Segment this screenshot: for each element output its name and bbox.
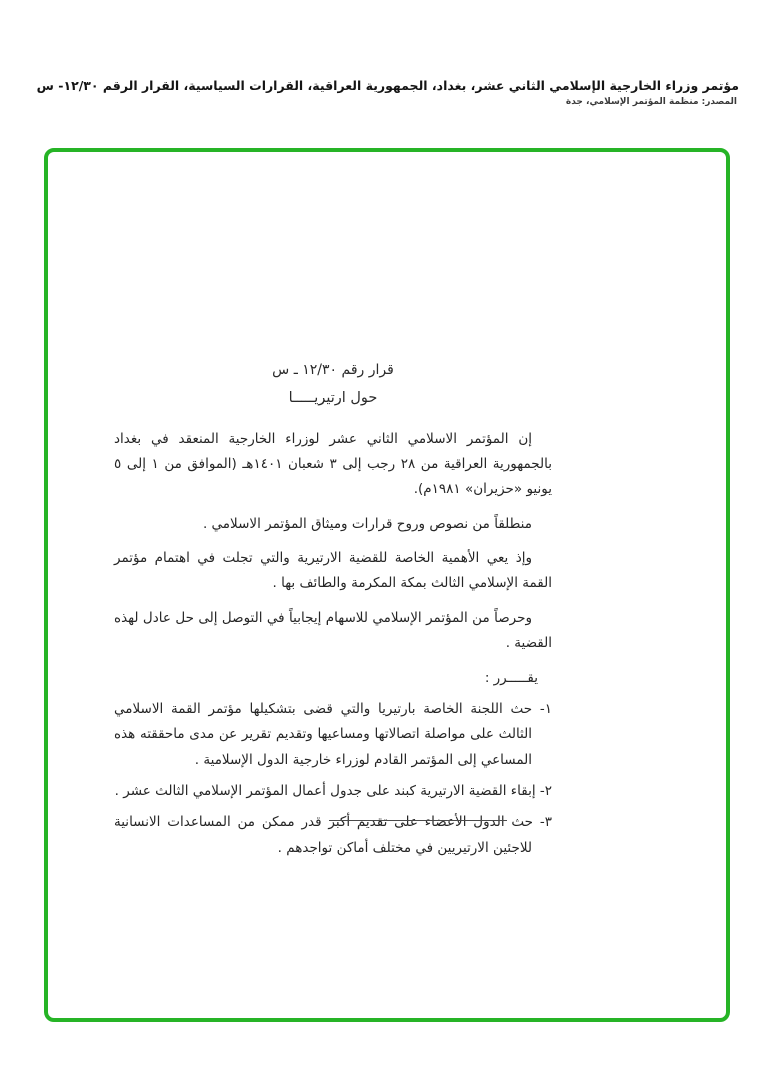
citation-header — [38, 78, 739, 107]
document-body — [114, 357, 552, 867]
decision-item: ٣- حث الدول الأعضاء على تقديم أكبر قدر ممكن من المساعدات الانسانية للاجئين الارتيريين في مختلف أماكن تواجدهم . — [114, 814, 552, 856]
decides-label: يقـــــرر : — [484, 669, 538, 686]
decision-subject: حول ارتيريـــــا — [288, 390, 378, 407]
scanned-page-frame — [44, 148, 730, 1022]
citation-source: المصدر: منظمة المؤتمر الإسلامي، جدة — [565, 97, 737, 107]
decision-item: ١- حث اللجنة الخاصة بارتيريا والتي قضى بتشكيلها مؤتمر القمة الاسلامي الثالث على مواصلة اتصالاتها ومساعيها وتقديم تقرير عن مدى ماحققته هذه المساعي إلى المؤتمر القادم لوزراء خارجية الدول الإسلامية . — [114, 700, 552, 768]
end-of-document-rule — [329, 820, 507, 821]
preamble-paragraph: منطلقاً من نصوص وروح قرارات وميثاق المؤتمر الاسلامي . — [202, 515, 532, 532]
citation-title: مؤتمر وزراء الخارجية الإسلامي الثاني عشر، بغداد، الجمهورية العراقية، القرارات السياسية، القرار الرقم ١٢/٣٠- س — [36, 78, 739, 93]
decision-item: ٢- إبقاء القضية الارتيرية كبند على جدول أعمال المؤتمر الإسلامي الثالث عشر . — [114, 783, 552, 800]
preamble-paragraph: وحرصاً من المؤتمر الإسلامي للاسهام إيجابياً في التوصل إلى حل عادل لهذه القضية . — [114, 609, 552, 652]
decision-number: قرار رقم ١٢/٣٠ ـ س — [272, 362, 394, 378]
preamble-paragraph: وإذ يعي الأهمية الخاصة للقضية الارتيرية والتي تجلت في اهتمام مؤتمر القمة الإسلامي الثالث بمكة المكرمة والطائف بها . — [114, 550, 552, 592]
preamble-paragraph: إن المؤتمر الاسلامي الثاني عشر لوزراء الخارجية المنعقد في بغداد بالجمهورية العراقية من ٢٨ رجب إلى ٣ شعبان ١٤٠١هـ (الموافق من ١ إلى ٥ يونيو «حزيران» ١٩٨١م). — [114, 430, 552, 498]
